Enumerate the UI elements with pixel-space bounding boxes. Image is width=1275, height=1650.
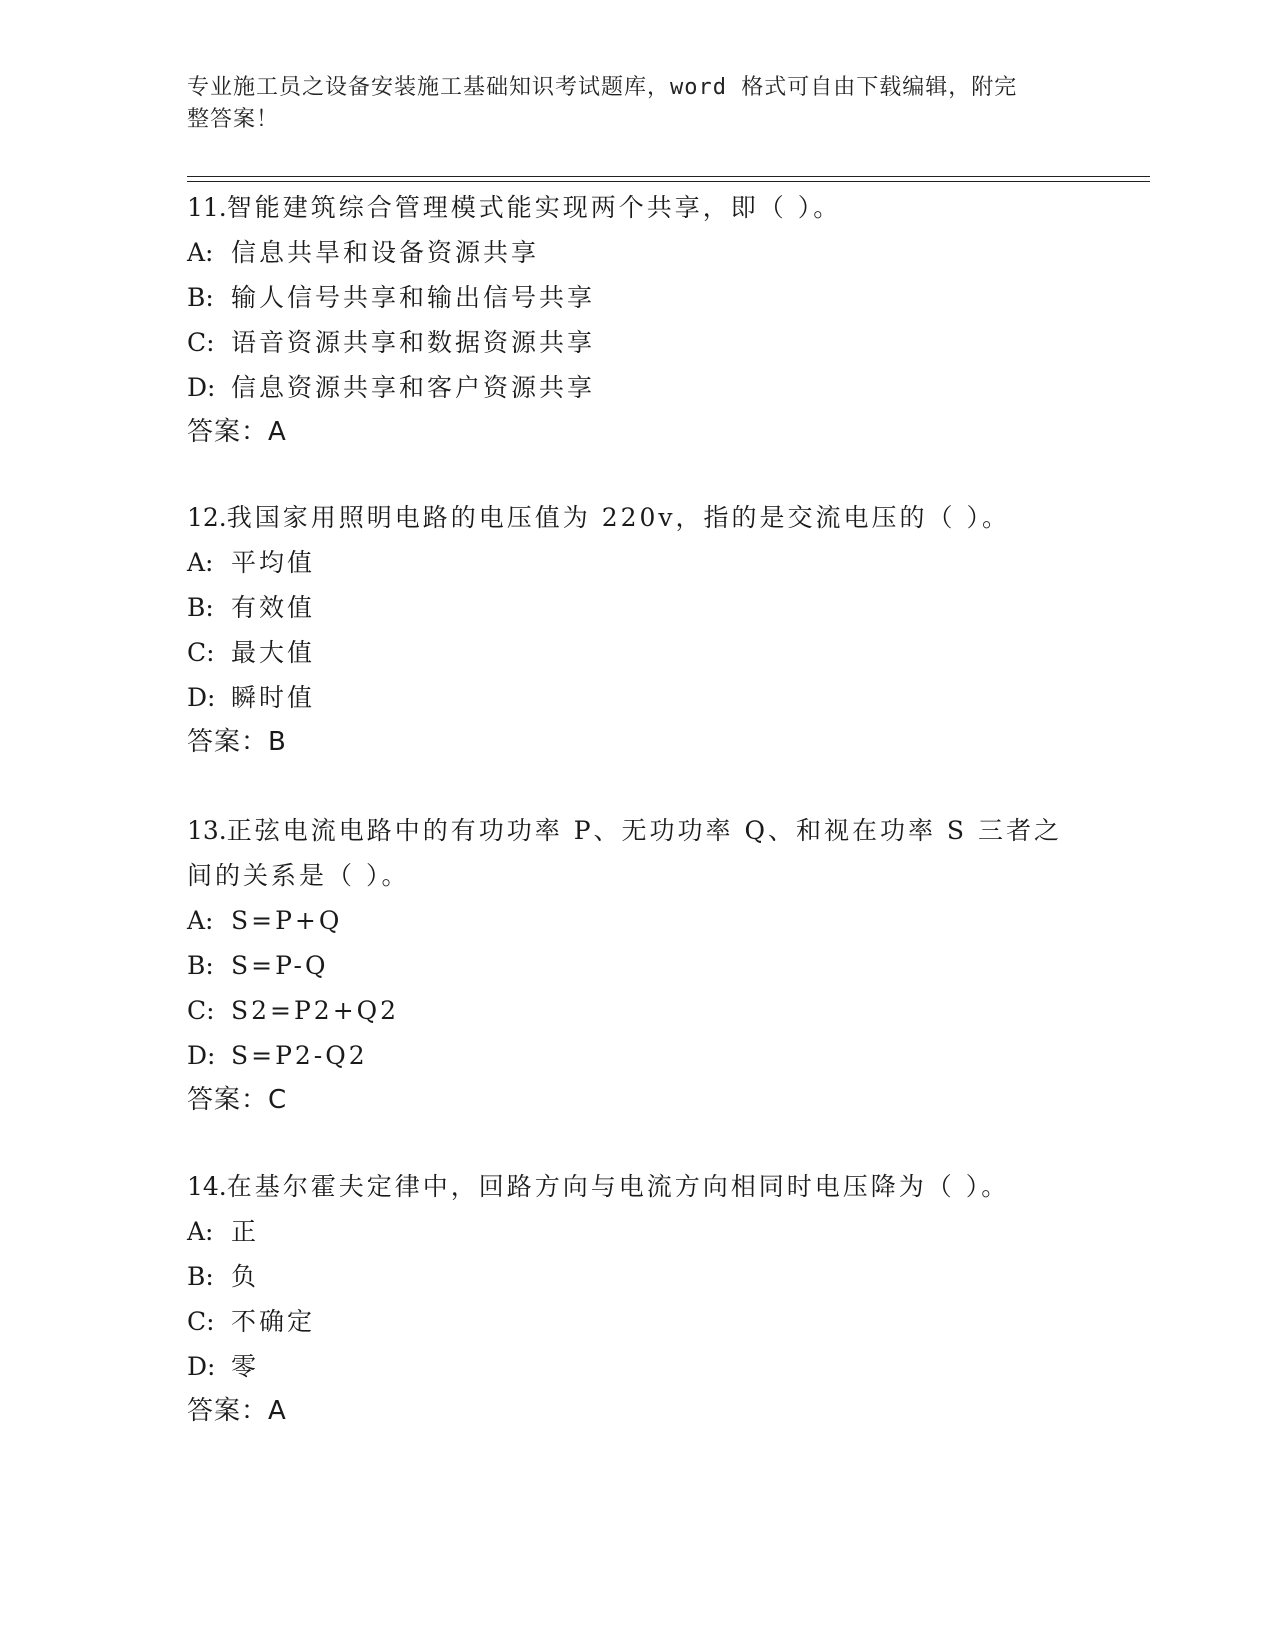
option-c bbox=[187, 1299, 1127, 1344]
answer-line: 答案：C bbox=[187, 1085, 288, 1115]
option-text: 信息资源共享和客户资源共享 bbox=[231, 373, 596, 402]
option-c bbox=[187, 988, 1127, 1033]
question-stem bbox=[187, 808, 1127, 853]
question-stem-continued bbox=[187, 853, 1127, 898]
option-key: B: bbox=[187, 593, 214, 622]
header-line-1: 专业施工员之设备安装施工基础知识考试题库，word 格式可自由下载编辑，附完 bbox=[187, 75, 1018, 100]
option-a bbox=[187, 540, 1127, 585]
question-text: 智能建筑综合管理模式能实现两个共享，即（ ）。 bbox=[226, 193, 842, 222]
option-key: A: bbox=[187, 1217, 214, 1246]
option-a bbox=[187, 898, 1127, 943]
option-key: B: bbox=[187, 1262, 214, 1291]
option-key: C: bbox=[187, 638, 215, 667]
option-key: A: bbox=[187, 548, 214, 577]
question-number: 12. bbox=[187, 503, 227, 532]
question-14 bbox=[187, 1164, 1127, 1434]
option-d bbox=[187, 1344, 1127, 1389]
question-12 bbox=[187, 495, 1127, 765]
option-text: 信息共旱和设备资源共享 bbox=[231, 238, 540, 267]
question-number: 11. bbox=[187, 193, 227, 222]
option-key: A: bbox=[187, 906, 214, 935]
option-key: D: bbox=[187, 683, 216, 712]
option-text: S=P+Q bbox=[231, 906, 343, 935]
question-stem bbox=[187, 1164, 1127, 1209]
option-b bbox=[187, 585, 1127, 630]
option-text: 正 bbox=[231, 1217, 260, 1246]
question-number: 14. bbox=[187, 1172, 227, 1201]
option-key: C: bbox=[187, 996, 215, 1025]
option-d bbox=[187, 675, 1127, 720]
question-number: 13. bbox=[187, 816, 227, 845]
option-c bbox=[187, 630, 1127, 675]
option-key: A: bbox=[187, 238, 214, 267]
option-text: 输人信号共享和输出信号共享 bbox=[231, 283, 596, 312]
header-divider-top bbox=[187, 176, 1150, 177]
option-text: S2=P2+Q2 bbox=[231, 996, 400, 1025]
document-header bbox=[187, 72, 1067, 136]
option-text: 语音资源共享和数据资源共享 bbox=[231, 328, 596, 357]
option-b bbox=[187, 1254, 1127, 1299]
option-c bbox=[187, 320, 1127, 365]
option-key: C: bbox=[187, 328, 215, 357]
option-text: 负 bbox=[231, 1262, 260, 1291]
option-a bbox=[187, 230, 1127, 275]
question-text-line-2: 间的关系是（ ）。 bbox=[187, 861, 410, 890]
option-key: D: bbox=[187, 1041, 216, 1070]
option-text: 不确定 bbox=[231, 1307, 316, 1336]
question-text-line-1: 正弦电流电路中的有功功率 P、无功功率 Q、和视在功率 S 三者之 bbox=[226, 816, 1062, 845]
answer-line: 答案：B bbox=[187, 727, 287, 757]
question-13 bbox=[187, 808, 1127, 1123]
question-stem bbox=[187, 495, 1127, 540]
option-key: D: bbox=[187, 1352, 216, 1381]
option-text: 瞬时值 bbox=[231, 683, 316, 712]
option-text: S=P-Q bbox=[231, 951, 329, 980]
header-divider-bottom bbox=[187, 181, 1150, 182]
question-text: 我国家用照明电路的电压值为 220v，指的是交流电压的（ ）。 bbox=[226, 503, 1011, 532]
option-d bbox=[187, 365, 1127, 410]
option-text: S=P2-Q2 bbox=[231, 1041, 368, 1070]
option-text: 有效值 bbox=[231, 593, 316, 622]
option-text: 最大值 bbox=[231, 638, 316, 667]
option-key: B: bbox=[187, 951, 214, 980]
option-key: D: bbox=[187, 373, 216, 402]
option-b bbox=[187, 943, 1127, 988]
question-11 bbox=[187, 185, 1127, 455]
option-d bbox=[187, 1033, 1127, 1078]
answer-line: 答案：A bbox=[187, 1396, 287, 1426]
option-text: 零 bbox=[231, 1352, 260, 1381]
answer-line: 答案：A bbox=[187, 417, 287, 447]
option-key: B: bbox=[187, 283, 214, 312]
header-line-2: 整答案！ bbox=[187, 107, 280, 132]
option-a bbox=[187, 1209, 1127, 1254]
question-stem bbox=[187, 185, 1127, 230]
option-b bbox=[187, 275, 1127, 320]
option-text: 平均值 bbox=[231, 548, 316, 577]
question-text: 在基尔霍夫定律中，回路方向与电流方向相同时电压降为（ ）。 bbox=[226, 1172, 1010, 1201]
option-key: C: bbox=[187, 1307, 215, 1336]
